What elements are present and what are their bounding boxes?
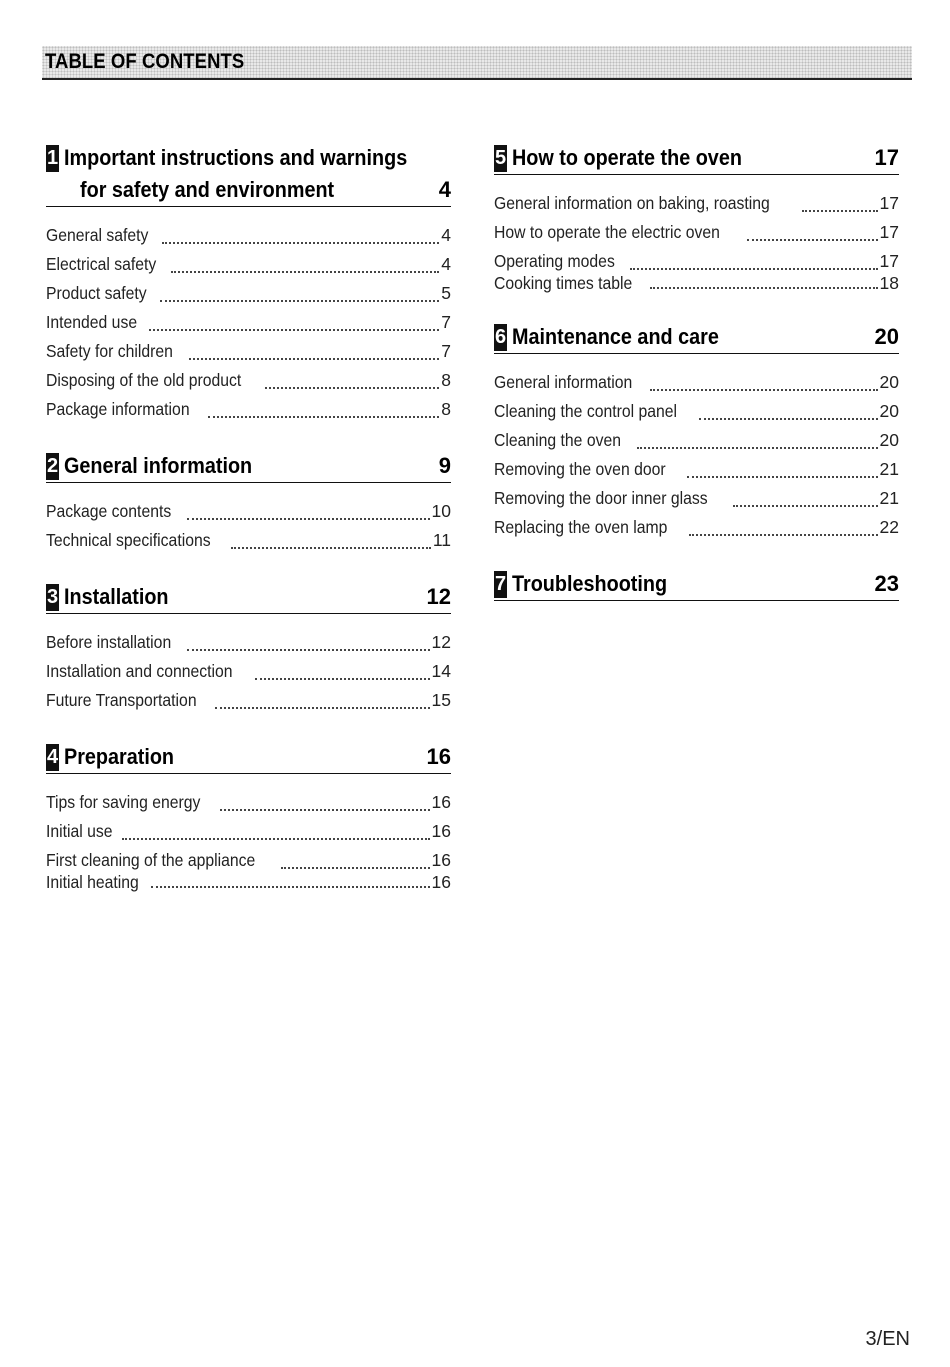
section-number-badge: 7 bbox=[494, 571, 507, 598]
dot-leader bbox=[149, 329, 439, 331]
toc-section-7 bbox=[494, 568, 899, 601]
entry-page: 10 bbox=[431, 501, 451, 521]
entry-page: 17 bbox=[879, 251, 899, 271]
entry-page: 18 bbox=[879, 273, 899, 293]
entry-page: 8 bbox=[441, 399, 451, 419]
entry-label: Removing the door inner glass bbox=[494, 488, 708, 508]
toc-entry[interactable] bbox=[46, 337, 451, 366]
toc-entry[interactable] bbox=[494, 218, 899, 247]
toc-entry[interactable] bbox=[46, 279, 451, 308]
entry-page: 4 bbox=[441, 254, 451, 274]
toc-title: TABLE OF CONTENTS bbox=[45, 50, 245, 73]
entry-label: Disposing of the old product bbox=[46, 370, 242, 390]
toc-entry[interactable] bbox=[46, 686, 451, 715]
toc-section-5 bbox=[494, 142, 899, 295]
dot-leader bbox=[747, 239, 878, 241]
dot-leader bbox=[122, 838, 430, 840]
toc-entry[interactable] bbox=[46, 817, 451, 846]
toc-entry[interactable] bbox=[494, 513, 899, 542]
entry-page: 12 bbox=[431, 632, 451, 652]
entry-page: 11 bbox=[432, 530, 451, 550]
section-number-badge: 6 bbox=[494, 324, 507, 351]
entry-page: 17 bbox=[879, 222, 899, 242]
dot-leader bbox=[189, 358, 439, 360]
entry-page: 20 bbox=[879, 401, 899, 421]
entry-page: 16 bbox=[431, 872, 451, 892]
entry-label: First cleaning of the appliance bbox=[46, 850, 256, 870]
toc-entry[interactable] bbox=[494, 426, 899, 455]
entry-page: 16 bbox=[431, 821, 451, 841]
entry-page: 8 bbox=[441, 370, 451, 390]
dot-leader bbox=[265, 387, 439, 389]
section-title: Preparation bbox=[64, 744, 175, 769]
entry-label: How to operate the electric oven bbox=[494, 222, 720, 242]
dot-leader bbox=[687, 476, 878, 478]
entry-page: 20 bbox=[879, 430, 899, 450]
entry-page: 16 bbox=[431, 850, 451, 870]
entry-label: Product safety bbox=[46, 283, 147, 303]
dot-leader bbox=[733, 505, 877, 507]
toc-section-2 bbox=[46, 450, 451, 555]
section-heading[interactable] bbox=[494, 142, 899, 175]
entry-page: 5 bbox=[441, 283, 451, 303]
entry-label: Electrical safety bbox=[46, 254, 157, 274]
section-heading[interactable] bbox=[46, 581, 451, 614]
toc-section-4 bbox=[46, 741, 451, 894]
dot-leader bbox=[650, 389, 878, 391]
entry-label: Cooking times table bbox=[494, 273, 633, 293]
footer-page-number: 3/EN bbox=[865, 1328, 910, 1350]
toc-section-3 bbox=[46, 581, 451, 715]
dot-leader bbox=[162, 242, 439, 244]
toc-header-bar bbox=[42, 46, 912, 80]
section-page: 16 bbox=[426, 744, 451, 769]
toc-section-1 bbox=[46, 142, 451, 424]
entry-page: 21 bbox=[879, 488, 899, 508]
dot-leader bbox=[215, 707, 429, 709]
section-page: 9 bbox=[438, 453, 451, 478]
entry-page: 7 bbox=[441, 312, 451, 332]
toc-entry[interactable] bbox=[46, 395, 451, 424]
entry-label: Tips for saving energy bbox=[46, 792, 201, 812]
dot-leader bbox=[171, 271, 440, 273]
toc-section-6 bbox=[494, 321, 899, 542]
dot-leader bbox=[187, 518, 429, 520]
section-heading[interactable] bbox=[46, 142, 451, 207]
section-page: 23 bbox=[874, 571, 899, 596]
section-title: Maintenance and care bbox=[512, 324, 719, 349]
section-title: Troubleshooting bbox=[512, 571, 668, 596]
section-page: 17 bbox=[874, 145, 899, 170]
toc-entry[interactable] bbox=[46, 497, 451, 526]
section-page: 20 bbox=[874, 324, 899, 349]
toc-entry[interactable] bbox=[46, 250, 451, 279]
toc-entry[interactable] bbox=[46, 308, 451, 337]
entry-page: 22 bbox=[879, 517, 899, 537]
entry-page: 14 bbox=[431, 661, 451, 681]
entry-label: Safety for children bbox=[46, 341, 173, 361]
section-heading[interactable] bbox=[46, 450, 451, 483]
toc-entry[interactable] bbox=[46, 628, 451, 657]
section-title: Installation bbox=[64, 584, 169, 609]
entry-label: Intended use bbox=[46, 312, 138, 332]
entry-page: 21 bbox=[879, 459, 899, 479]
dot-leader bbox=[699, 418, 877, 420]
dot-leader bbox=[637, 447, 877, 449]
section-title: How to operate the oven bbox=[512, 145, 742, 170]
section-title-line2: for safety and environment bbox=[80, 177, 335, 202]
entry-label: Before installation bbox=[46, 632, 172, 652]
dot-leader bbox=[187, 649, 429, 651]
entry-label: Package information bbox=[46, 399, 190, 419]
entry-label: Cleaning the oven bbox=[494, 430, 621, 450]
entry-label: Operating modes bbox=[494, 251, 615, 271]
entry-label: Replacing the oven lamp bbox=[494, 517, 668, 537]
dot-leader bbox=[802, 210, 877, 212]
entry-label: Initial heating bbox=[46, 872, 139, 892]
entry-label: Future Transportation bbox=[46, 690, 197, 710]
dot-leader bbox=[220, 809, 430, 811]
entry-page: 15 bbox=[431, 690, 451, 710]
entry-label: Removing the oven door bbox=[494, 459, 666, 479]
dot-leader bbox=[689, 534, 878, 536]
entry-page: 4 bbox=[441, 225, 451, 245]
section-number-badge: 3 bbox=[46, 584, 59, 611]
entry-page: 7 bbox=[441, 341, 451, 361]
toc-entry[interactable] bbox=[46, 526, 451, 555]
section-page: 4 bbox=[438, 177, 451, 202]
dot-leader bbox=[255, 678, 429, 680]
toc-entry[interactable] bbox=[494, 455, 899, 484]
entry-page: 16 bbox=[431, 792, 451, 812]
toc-entry[interactable] bbox=[46, 366, 451, 395]
section-heading[interactable] bbox=[494, 321, 899, 354]
toc-entry[interactable] bbox=[46, 788, 451, 817]
toc-entry[interactable] bbox=[494, 484, 899, 513]
toc-entry[interactable] bbox=[494, 271, 899, 295]
section-heading[interactable] bbox=[46, 741, 451, 774]
dot-leader bbox=[630, 268, 877, 270]
dot-leader bbox=[231, 547, 431, 549]
entry-label: Cleaning the control panel bbox=[494, 401, 678, 421]
entry-page: 17 bbox=[879, 193, 899, 213]
toc-entry[interactable] bbox=[46, 657, 451, 686]
section-number-badge: 4 bbox=[46, 744, 59, 771]
dot-leader bbox=[151, 886, 429, 888]
toc-right-column bbox=[494, 142, 899, 627]
entry-label: General safety bbox=[46, 225, 149, 245]
toc-entry[interactable] bbox=[494, 189, 899, 218]
entry-page: 20 bbox=[879, 372, 899, 392]
section-heading[interactable] bbox=[494, 568, 899, 601]
dot-leader bbox=[208, 416, 440, 418]
toc-left-column bbox=[46, 142, 451, 920]
section-number-badge: 2 bbox=[46, 453, 59, 480]
entry-label: General information on baking, roasting bbox=[494, 193, 770, 213]
section-number-badge: 1 bbox=[46, 145, 59, 172]
toc-entry[interactable] bbox=[494, 368, 899, 397]
entry-label: General information bbox=[494, 372, 633, 392]
section-number-badge: 5 bbox=[494, 145, 507, 172]
dot-leader bbox=[160, 300, 439, 302]
entry-label: Package contents bbox=[46, 501, 172, 521]
section-title: Important instructions and warnings bbox=[64, 145, 408, 170]
dot-leader bbox=[650, 287, 878, 289]
toc-entry[interactable] bbox=[46, 221, 451, 250]
entry-label: Initial use bbox=[46, 821, 113, 841]
entry-label: Technical specifications bbox=[46, 530, 211, 550]
toc-entry[interactable] bbox=[494, 397, 899, 426]
entry-label: Installation and connection bbox=[46, 661, 233, 681]
section-page: 12 bbox=[426, 584, 451, 609]
dot-leader bbox=[281, 867, 430, 869]
section-title: General information bbox=[64, 453, 253, 478]
